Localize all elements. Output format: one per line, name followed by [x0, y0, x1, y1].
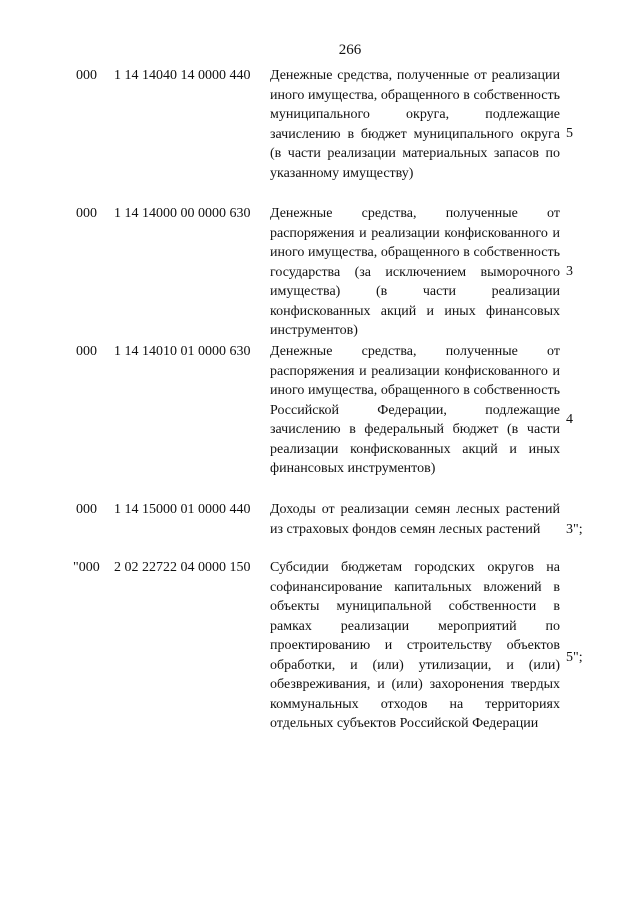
revenue-description: Денежные средства, полученные от распоряжения и реализации конфискованного и иного имущества, обращенного в собственность государства (за исключением выморочного имущества) (в части реализации конфискованных акций и иных финансовых инструментов) — [270, 206, 560, 338]
normative-value: 5"; — [566, 650, 583, 665]
budget-classification-code: 1 14 14010 01 0000 630 — [114, 344, 251, 359]
normative-value: 4 — [566, 412, 573, 427]
budget-classification-code: 1 14 15000 01 0000 440 — [114, 502, 251, 517]
normative-value: 3 — [566, 264, 573, 279]
revenue-description: Денежные средства, полученные от распоряжения и реализации конфискованного и иного имущества, обращенного в собственность Российской Федерации, подлежащие зачислению в федеральный бюджет (в части реализации конфискованных акций и иных финансовых инструментов) — [270, 344, 560, 476]
normative-value: 5 — [566, 126, 573, 141]
admin-code: 000 — [76, 68, 97, 83]
table-row — [0, 204, 640, 340]
revenue-description: Субсидии бюджетам городских округов на софинансирование капитальных вложений в объекты муниципальной собственности в рамках реализации мероприятий по проектированию и строительству объектов обработки, и (или) утилизации, и (или) обезвреживания, и (или) захоронения твердых коммунальных отходов на территориях отдельных субъектов Российской Федерации — [270, 560, 560, 731]
table-row — [0, 66, 640, 202]
budget-classification-code: 1 14 14000 00 0000 630 — [114, 206, 251, 221]
table-row — [0, 500, 640, 558]
revenue-description: Доходы от реализации семян лесных растений из страховых фондов семян лесных растений — [270, 502, 560, 537]
table-row — [0, 342, 640, 498]
revenue-description: Денежные средства, полученные от реализации иного имущества, обращенного в собственность муниципального округа, подлежащие зачислению в бюджет муниципального округа (в части реализации материальных запасов по указанному имуществу) — [270, 68, 560, 181]
normative-value: 3"; — [566, 522, 583, 537]
admin-code: 000 — [76, 206, 97, 221]
page-number: 266 — [338, 42, 362, 58]
budget-classification-code: 1 14 14040 14 0000 440 — [114, 68, 251, 83]
admin-code: 000 — [76, 502, 97, 517]
admin-code: 000 — [76, 344, 97, 359]
admin-code: "000 — [73, 560, 100, 575]
table-row — [0, 558, 640, 758]
budget-classification-code: 2 02 22722 04 0000 150 — [114, 560, 251, 575]
